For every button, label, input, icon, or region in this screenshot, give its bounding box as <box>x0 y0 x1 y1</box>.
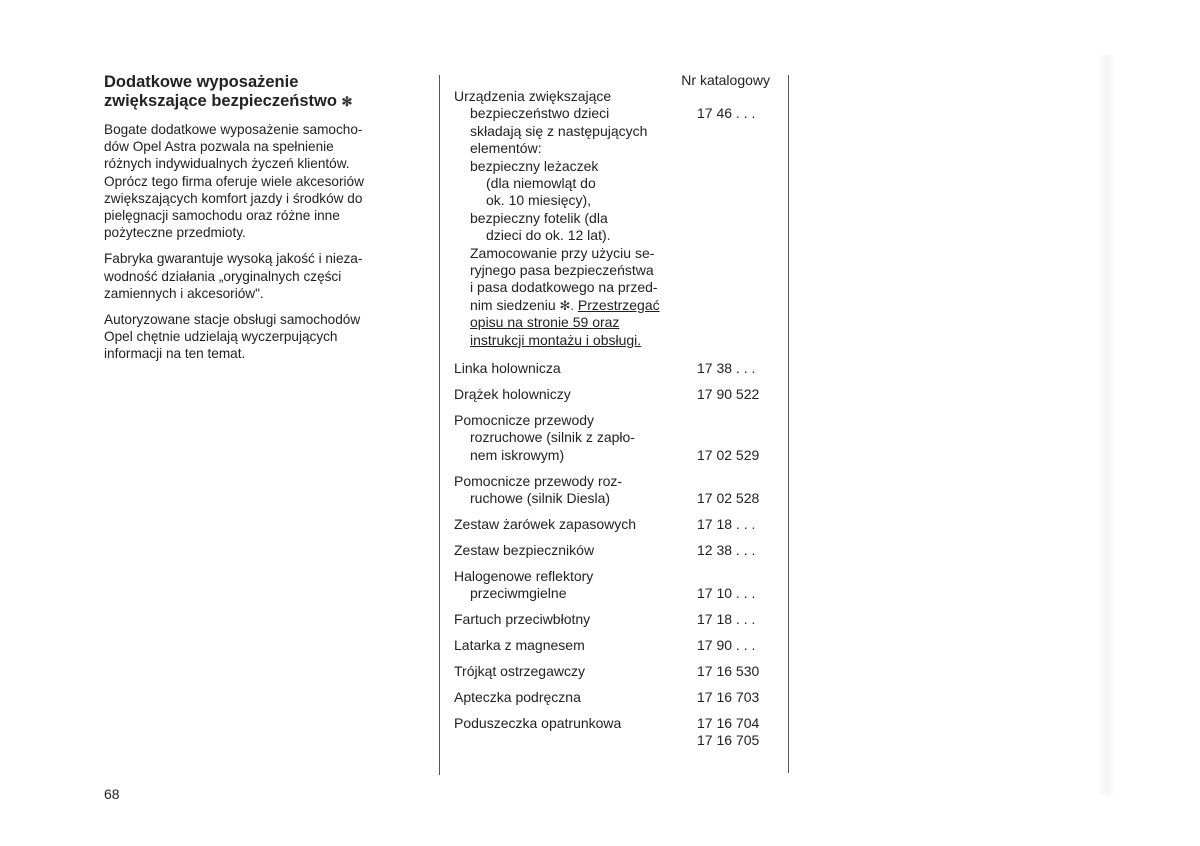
heading-line-1: Dodatkowe wyposażenie <box>104 73 299 91</box>
text-line: Autoryzowane stacje obsługi samochodów <box>104 312 361 328</box>
text-fragment: nim siedzeniu <box>470 296 556 313</box>
text-line: dów Opel Astra pozwala na spełnienie <box>104 139 334 155</box>
entry-description <box>454 637 690 654</box>
paragraph-2 <box>104 250 424 302</box>
catalog-entry <box>454 611 779 628</box>
entry-description <box>454 516 690 533</box>
page-edge-shadow <box>1098 55 1116 795</box>
text-line: Apteczka podręczna <box>454 689 581 705</box>
text-line: Pomocnicze przewody roz- <box>454 473 623 489</box>
text-line: Linka holownicza <box>454 360 561 376</box>
entry-description <box>454 88 690 349</box>
text-line: Poduszeczka opatrunkowa <box>454 715 622 731</box>
text-line: i pasa dodatkowego na przed- <box>470 279 658 296</box>
catalog-entry <box>454 516 779 533</box>
catalog-number: 17 16 530 <box>697 663 760 679</box>
text-line: zamiennych i akcesoriów". <box>104 285 264 301</box>
catalog-number: 17 16 703 <box>697 689 760 705</box>
underlined-note: opisu na stronie 59 oraz <box>470 314 620 331</box>
catalog-entry <box>454 715 779 748</box>
catalog-number: 17 18 . . . <box>697 516 756 532</box>
text-line: (dla niemowląt do <box>486 175 596 192</box>
text-line: Drążek holowniczy <box>454 386 571 402</box>
text-line: Fabryka gwarantuje wysoką jakość i nieza- <box>104 251 363 267</box>
text-line: Fartuch przeciwbłotny <box>454 611 591 627</box>
text-line: nem iskrowym) <box>470 446 565 463</box>
text-line: Oprócz tego firma oferuje wiele akcesoriów <box>104 173 364 189</box>
section-heading <box>104 73 424 111</box>
text-line: składają się z następujących <box>470 122 648 139</box>
text-line: Zestaw żarówek zapasowych <box>454 516 637 532</box>
catalog-number: 17 38 . . . <box>697 360 756 376</box>
heading-line-2-text: zwiększające bezpieczeństwo <box>104 92 337 110</box>
paragraph-1 <box>104 121 424 241</box>
text-line: różnych indywidualnych życzeń klientów. <box>104 156 350 172</box>
entry-description <box>454 412 690 464</box>
text-line: Pomocnicze przewody <box>454 412 595 428</box>
catalog-entry <box>454 386 779 403</box>
text-line: elementów: <box>470 140 542 157</box>
entry-description <box>454 542 690 559</box>
text-line: zwiększających komfort jazdy i środków do <box>104 190 363 206</box>
catalog-number: 17 16 705 <box>697 732 760 748</box>
catalog-entry <box>454 360 779 377</box>
text-line: ruchowe (silnik Diesla) <box>470 490 611 507</box>
text-line: bezpieczny leżaczek <box>470 157 599 174</box>
text-line: pielęgnacji samochodu oraz różne inne <box>104 208 340 224</box>
catalog-entry-child-safety <box>454 88 779 349</box>
text-line: Halogenowe reflektory <box>454 568 594 584</box>
text-line: ryjnego pasa bezpieczeństwa <box>470 262 654 279</box>
catalog-entry <box>454 663 779 680</box>
text-line: Latarka z magnesem <box>454 637 585 653</box>
entry-description <box>454 663 690 680</box>
entry-description <box>454 473 690 508</box>
entry-description <box>454 689 690 706</box>
entry-description <box>454 360 690 377</box>
catalog-number: 17 02 528 <box>697 490 760 506</box>
catalog-number: 17 16 704 <box>697 715 760 731</box>
catalog-number: 17 90 . . . <box>697 637 756 653</box>
text-line: Zestaw bezpieczników <box>454 542 595 558</box>
table-right-rule <box>788 75 789 773</box>
text-line <box>454 297 690 314</box>
text-line: bezpieczeństwo dzieci <box>470 105 610 122</box>
catalog-entry <box>454 473 779 508</box>
catalog-entry <box>454 542 779 559</box>
text-line: Urządzenia zwiększające <box>454 88 612 104</box>
catalog-number: 17 02 529 <box>697 447 760 463</box>
underlined-note: Przestrzegać <box>577 296 660 313</box>
page-number: 68 <box>104 786 120 802</box>
catalog-entry <box>454 412 779 464</box>
text-line: przeciwmgielne <box>470 585 567 602</box>
intro-column <box>104 73 424 372</box>
entry-description <box>454 611 690 628</box>
catalog-entry <box>454 689 779 706</box>
text-line: wodność działania „oryginalnych części <box>104 268 342 284</box>
text-line: Trójkąt ostrzegawczy <box>454 663 585 679</box>
entry-description <box>454 386 690 403</box>
table-left-rule <box>439 75 440 775</box>
text-line: Zamocowanie przy użyciu se- <box>470 244 655 261</box>
text-line: Opel chętnie udzielają wyczerpujących <box>104 329 338 345</box>
catalog-number: 17 90 522 <box>697 386 760 402</box>
paragraph-3 <box>104 311 424 363</box>
catalog-number: 12 38 . . . <box>697 542 756 558</box>
text-line: bezpieczny fotelik (dla <box>470 209 608 226</box>
text-line: pożyteczne przedmioty. <box>104 225 246 241</box>
asterisk-symbol-icon: ✻. <box>559 297 575 313</box>
entry-description <box>454 568 690 603</box>
catalog-number: 17 18 . . . <box>697 611 756 627</box>
entry-description <box>454 715 690 732</box>
heading-line-2 <box>104 92 424 111</box>
text-line: Bogate dodatkowe wyposażenie samocho- <box>104 122 363 137</box>
text-line: informacji na ten temat. <box>104 346 246 362</box>
catalog-entry <box>454 568 779 603</box>
catalog-number: 17 46 . . . <box>697 105 756 121</box>
asterisk-symbol-icon: ✻ <box>341 94 353 109</box>
text-line: ok. 10 miesięcy), <box>486 192 592 209</box>
catalog-entry <box>454 637 779 654</box>
catalog-number-header: Nr katalogowy <box>681 72 770 88</box>
text-line: dzieci do ok. 12 lat). <box>486 227 611 244</box>
underlined-note: instrukcji montażu i obsługi. <box>470 331 642 348</box>
text-line: rozruchowe (silnik z zapło- <box>470 429 635 446</box>
catalog-number: 17 10 . . . <box>697 585 756 601</box>
